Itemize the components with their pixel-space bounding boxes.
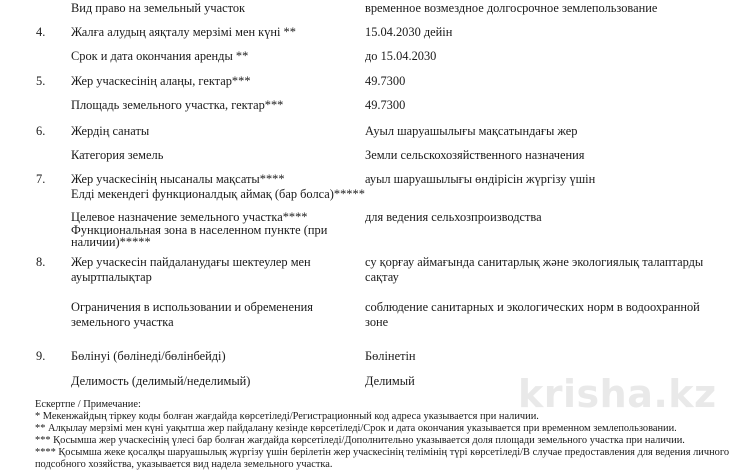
footnote: *** Қосымша жер учаскесінің үлесі бар болған жағдайда көрсетіледі/Дополнительно указывается доля площади земельного участка при наличии. — [35, 435, 685, 446]
row-value: Бөлінетін — [365, 349, 416, 363]
row-value: соблюдение санитарных и экологических норм в водоохранной — [365, 300, 700, 314]
row-label: земельного участка — [71, 315, 174, 329]
krisha-watermark: krisha.kz — [518, 372, 717, 416]
row-value: зоне — [365, 315, 389, 329]
row-value: Земли сельскохозяйственного назначения — [365, 148, 585, 162]
row-number: 9. — [36, 349, 46, 363]
footnote: подсобного хозяйства, указывается вид надела земельного участка. — [35, 459, 333, 470]
row-value: Делимый — [365, 374, 415, 388]
row-label: Категория земель — [71, 148, 164, 162]
row-value: 49.7300 — [365, 74, 406, 88]
row-value: сақтау — [365, 270, 399, 284]
row-number: 7. — [36, 172, 46, 186]
row-label: Жалға алудың аяқталу мерзімі мен күні ** — [71, 25, 296, 39]
row-label: Делимость (делимый/неделимый) — [71, 374, 251, 388]
row-number: 8. — [36, 255, 46, 269]
row-label: Жер учаскесінің нысаналы мақсаты**** — [71, 172, 285, 186]
row-value: су қорғау аймағында санитарлық және экологиялық талаптарды — [365, 255, 704, 269]
row-value: 49.7300 — [365, 98, 406, 112]
row-number: 6. — [36, 124, 46, 138]
row-number: 4. — [36, 25, 46, 39]
row-label: Вид право на земельный участок — [71, 1, 246, 15]
row-value: временное возмездное долгосрочное землепользование — [365, 1, 658, 15]
footnote: **** Қосымша жеке қосалқы шаруашылық жүргізу үшін берілетін жер учаскесінің телімінің түрі көрсетіледі/В случае предоставления для ведения личного — [35, 447, 730, 458]
row-label: Площадь земельного участка, гектар*** — [71, 98, 284, 112]
row-label: наличии)***** — [71, 235, 151, 249]
row-label: Жер учаскесін пайдаланудағы шектеулер мен — [71, 255, 311, 269]
row-label: Бөлінуі (бөлінеді/бөлінбейді) — [71, 349, 226, 363]
row-label: Жер учаскесінің алаңы, гектар*** — [71, 74, 251, 88]
row-label: Елді мекендегі функционалдық аймақ (бар болса)***** — [71, 187, 365, 201]
row-label: Целевое назначение земельного участка**** — [71, 210, 308, 224]
row-label: Функциональная зона в населенном пункте (при — [71, 223, 328, 237]
row-label: Ограничения в использовании и обременения — [71, 300, 313, 314]
notes-heading: Ескертпе / Примечание: — [35, 399, 141, 410]
row-label: ауыртпалықтар — [71, 270, 152, 284]
row-value: 15.04.2030 дейін — [365, 25, 453, 39]
row-value: до 15.04.2030 — [365, 49, 437, 63]
row-value: для ведения сельхозпроизводства — [365, 210, 542, 224]
footnote: * Мекенжайдың тіркеу коды болған жағдайда көрсетіледі/Регистрационный код адреса указывается при наличии. — [35, 411, 539, 422]
footnote: ** Алқылау мерзімі мен күні уақытша жер пайдалану кезінде көрсетіледі/Срок и дата окончания указывается при временном землепользовании. — [35, 423, 677, 434]
row-number: 5. — [36, 74, 46, 88]
row-label: Жердің санаты — [71, 124, 150, 138]
row-value: ауыл шаруашылығы өндірісін жүргізу үшін — [365, 172, 596, 186]
row-label: Срок и дата окончания аренды ** — [71, 49, 249, 63]
row-value: Ауыл шаруашылығы мақсатындағы жер — [365, 124, 578, 138]
